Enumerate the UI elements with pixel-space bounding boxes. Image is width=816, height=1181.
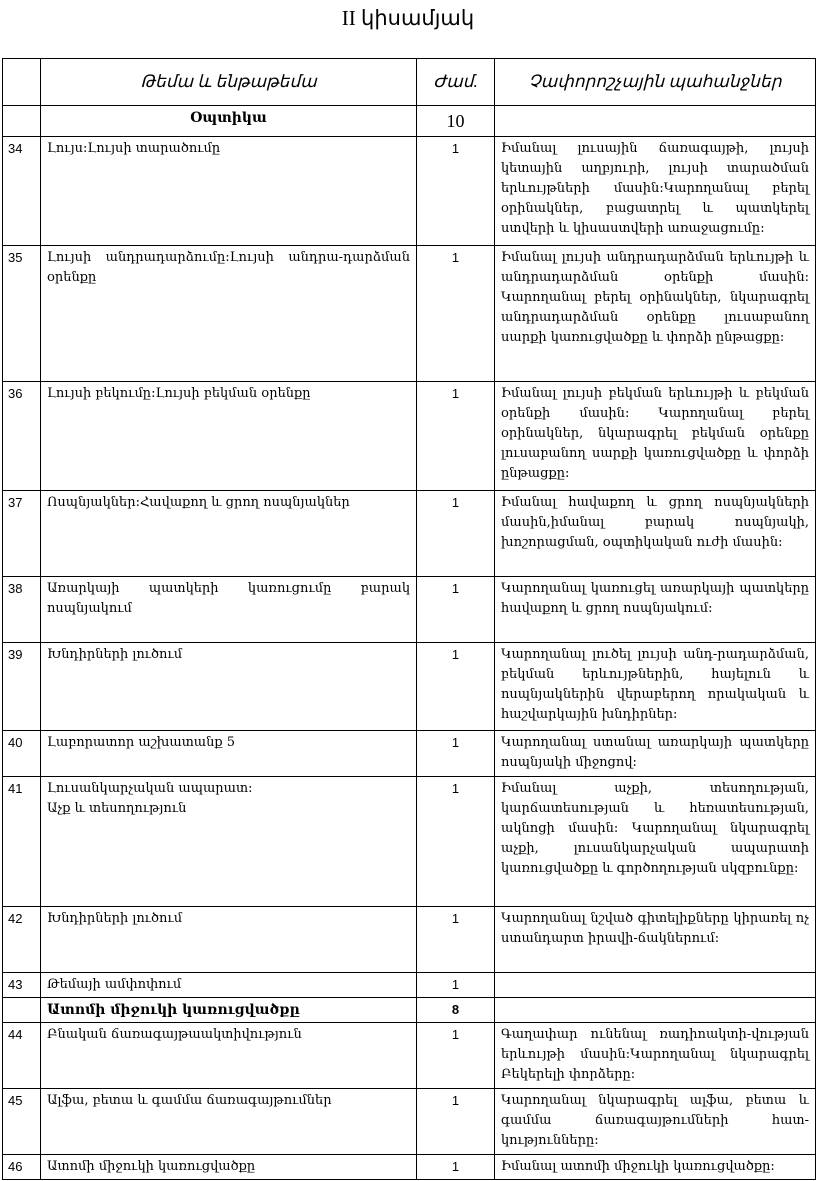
row-hours: 1 — [417, 973, 495, 998]
header-hours: Ժամ. — [417, 59, 495, 106]
row-topic: Բնական ճառագայթաակտիվություն — [41, 1023, 417, 1089]
row-topic: Ատոմի միջուկի կառուցվածքը — [41, 1155, 417, 1180]
table-row — [3, 777, 816, 907]
table-row — [3, 137, 816, 246]
row-hours: 1 — [417, 382, 495, 491]
section-row-optics — [3, 106, 816, 137]
header-requirements: Չափորոշչային պահանջներ — [495, 59, 816, 106]
row-requirements: Կարողանալ ստանալ առարկայի պատկերը ոսպնյակի միջոցով: — [495, 731, 816, 777]
table-row — [3, 1089, 816, 1155]
row-requirements: Կարողանալ նկարագրել ալֆա, բետա և գամմա ճառագայթումների հատ-կությունները: — [495, 1089, 816, 1155]
header-topic: Թեմա և ենթաթեմա — [41, 59, 417, 106]
row-number: 43 — [3, 973, 41, 998]
row-number: 40 — [3, 731, 41, 777]
row-requirements: Գաղափար ունենալ ռադիոակտի-վության երևույթի մասին:Կարողանալ նկարագրել Բեկերելի փորձերը: — [495, 1023, 816, 1089]
row-hours: 1 — [417, 1089, 495, 1155]
row-topic: Լաբորատոր աշխատանք 5 — [41, 731, 417, 777]
row-requirements: Իմանալ լույսի անդրադարձման երևույթի և անդրադարձման օրենքի մասին: Կարողանալ բերել օրինակներ, նկարագրել անդրադարձման օրենքը լուսաբանող սարքի կառուցվածքը և փորձի ընթացքը: — [495, 246, 816, 382]
row-number: 35 — [3, 246, 41, 382]
row-number: 39 — [3, 643, 41, 731]
row-number: 41 — [3, 777, 41, 907]
section-row-nucleus — [3, 998, 816, 1023]
row-requirements: Իմանալ հավաքող և ցրող ոսպնյակների մասին,իմանալ բարակ ոսպնյակի, խոշորացման, օպտիկական ուժի մասին: — [495, 491, 816, 577]
table-row — [3, 1023, 816, 1089]
section-hours: 10 — [417, 106, 495, 137]
table-row — [3, 246, 816, 382]
row-requirements: Կարողանալ նշված գիտելիքները կիրառել ոչ ստանդարտ իրավի-ճակներում: — [495, 907, 816, 973]
row-topic: Լույսի բեկումը:Լույսի բեկման օրենքը — [41, 382, 417, 491]
row-hours: 1 — [417, 731, 495, 777]
page-title: II կիսամյակ — [341, 6, 475, 30]
row-topic: Առարկայի պատկերի կառուցումը բարակ ոսպնյակում — [41, 577, 417, 643]
table-row — [3, 907, 816, 973]
row-hours: 1 — [417, 777, 495, 907]
row-topic: Խնդիրների լուծում — [41, 643, 417, 731]
section-title: Ատոմի միջուկի կառուցվածքը — [41, 998, 417, 1023]
table-row — [3, 491, 816, 577]
row-number: 44 — [3, 1023, 41, 1089]
table-row — [3, 577, 816, 643]
table-row — [3, 1155, 816, 1180]
row-requirements: Իմանալ լուսային ճառագայթի, լույսի կետային աղբյուրի, լույսի տարածման երևույթների մասին:Կարողանալ բերել օրինակներ, բացատրել և պատկերել ստվերի և կիսաստվերի առաջացումը: — [495, 137, 816, 246]
table-row — [3, 731, 816, 777]
row-topic: Լույսի անդրադարձումը:Լույսի անդրա-դարձման օրենքը — [41, 246, 417, 382]
table-header-row — [3, 59, 816, 106]
row-number: 45 — [3, 1089, 41, 1155]
row-requirements: Իմանալ ատոմի միջուկի կառուցվածքը: — [495, 1155, 816, 1180]
row-requirements — [495, 973, 816, 998]
row-number: 36 — [3, 382, 41, 491]
row-hours: 1 — [417, 1155, 495, 1180]
table-row — [3, 643, 816, 731]
section-title: Օպտիկա — [41, 106, 417, 137]
row-topic: Խնդիրների լուծում — [41, 907, 417, 973]
row-number: 38 — [3, 577, 41, 643]
row-hours: 1 — [417, 1023, 495, 1089]
row-number: 42 — [3, 907, 41, 973]
curriculum-table — [2, 58, 816, 1180]
header-num — [3, 59, 41, 106]
row-topic: Թեմայի ամփոփում — [41, 973, 417, 998]
table-row — [3, 382, 816, 491]
section-hours: 8 — [417, 998, 495, 1023]
row-topic: Ալֆա, բետա և գամմա ճառագայթումներ — [41, 1089, 417, 1155]
table-row — [3, 973, 816, 998]
row-hours: 1 — [417, 907, 495, 973]
row-hours: 1 — [417, 137, 495, 246]
row-requirements: Կարողանալ կառուցել առարկայի պատկերը հավաքող և ցրող ոսպնյակում: — [495, 577, 816, 643]
row-number: 34 — [3, 137, 41, 246]
row-requirements: Իմանալ աչքի, տեսողության, կարճատեսության և հեռատեսության, ակնոցի մասին: Կարողանալ նկարագրել աչքի, լուսանկարչական ապարատի կառուցվածքը և գործողության սկզբունքը: — [495, 777, 816, 907]
row-requirements: Իմանալ լույսի բեկման երևույթի և բեկման օրենքի մասին: Կարողանալ բերել օրինակներ, նկարագրել բեկման օրենքը լուսաբանող սարքի կառուցվածքը և փորձի ընթացքը: — [495, 382, 816, 491]
row-requirements: Կարողանալ լուծել լույսի անդ-րադարձման, բեկման երևույթներին, հայելուն և ոսպնյակներին վերաբերող որակական և հաշվարկային խնդիրներ: — [495, 643, 816, 731]
row-hours: 1 — [417, 643, 495, 731]
row-hours: 1 — [417, 491, 495, 577]
row-topic: Լույս:Լույսի տարածումը — [41, 137, 417, 246]
row-hours: 1 — [417, 246, 495, 382]
row-topic: Լուսանկարչական ապարատ: Աչք և տեսողություն — [41, 777, 417, 907]
row-number: 46 — [3, 1155, 41, 1180]
row-topic: Ոսպնյակներ:Հավաքող և ցրող ոսպնյակներ — [41, 491, 417, 577]
row-number: 37 — [3, 491, 41, 577]
row-hours: 1 — [417, 577, 495, 643]
